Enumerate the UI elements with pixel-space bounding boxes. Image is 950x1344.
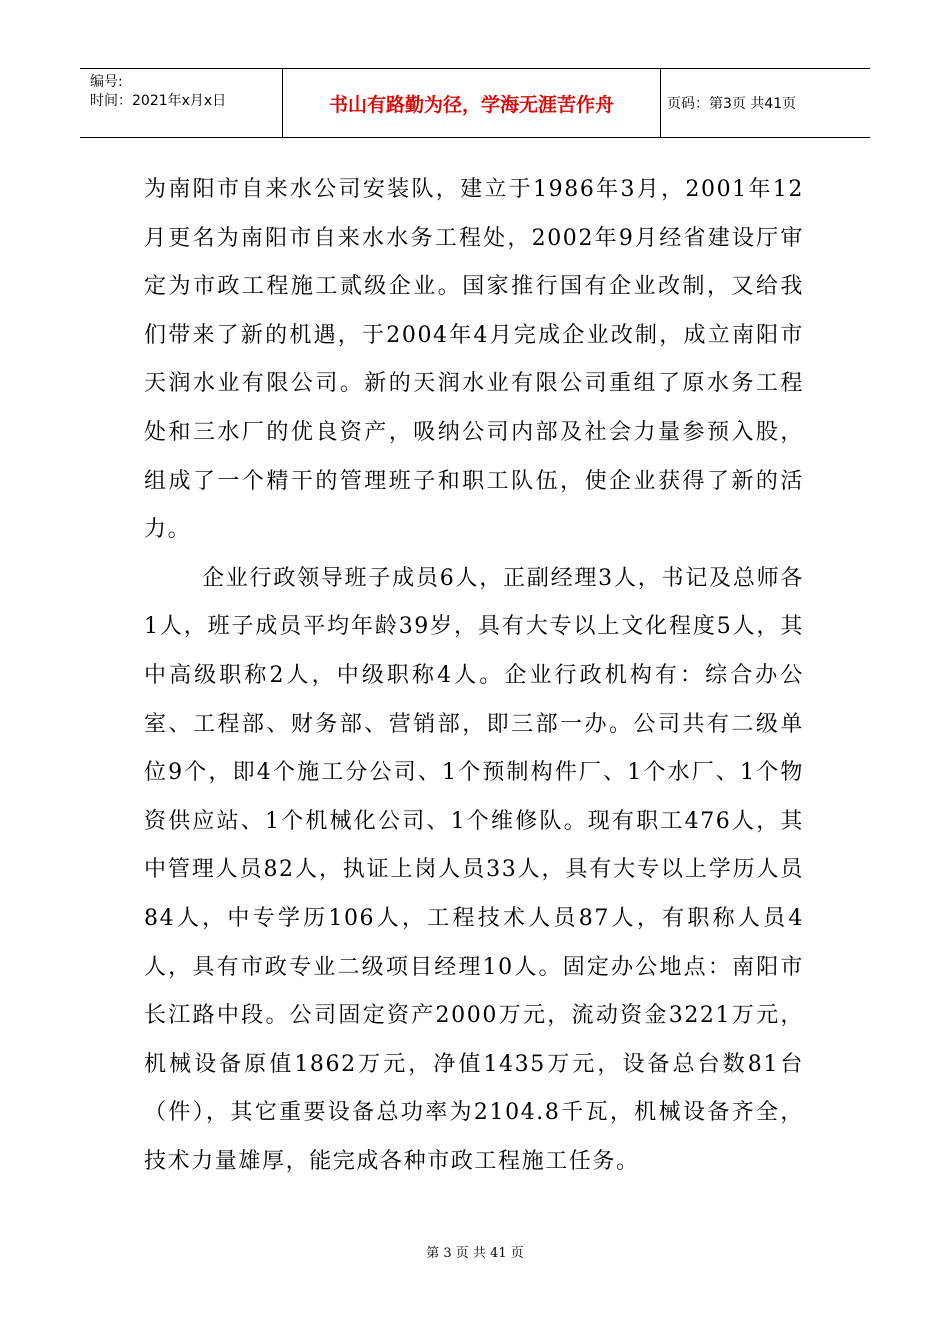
header-page-info: 页码：第3页 共41页	[667, 96, 797, 112]
header-motto: 书山有路勤为径，学海无涯苦作舟	[283, 69, 661, 137]
body-paragraph: 企业行政领导班子成员6人，正副经理3人，书记及总师各1人，班子成员平均年龄39岁，具有大专以上文化程度5人，其中高级职称2人，中级职称4人。企业行政机构有：综合办公室、工程部、财务部、营销部，即三部一办。公司共有二级单位9个，即4个施工分公司、1个预制构件厂、1个水厂、1个物资供应站、1个机械化公司、1个维修队。现有职工476人，其中管理人员82人，执证上岗人员33人，具有大专以上学历人员84人，中专学历106人，工程技术人员87人，有职称人员4人，具有市政专业二级项目经理10人。固定办公地点：南阳市长江路中段。公司固定资产2000万元，流动资金3221万元，机械设备原值1862万元，净值1435万元，设备总台数81台（件），其它重要设备总功率为2104.8千瓦，机械设备齐全，技术力量雄厚，能完成各种市政工程施工任务。	[144, 565, 804, 1174]
body-paragraph: 为南阳市自来水公司安装队，建立于1986年3月，2001年12月更名为南阳市自来水水务工程处，2002年9月经省建设厅审定为市政工程施工贰级企业。国家推行国有企业改制，又给我们带来了新的机遇，于2004年4月完成企业改制，成立南阳市天润水业有限公司。新的天润水业有限公司重组了原水务工程处和三水厂的优良资产，吸纳公司内部及社会力量参预入股，组成了一个精干的管理班子和职工队伍，使企业获得了新的活力。	[144, 177, 804, 543]
page-header	[80, 68, 870, 138]
document-number-label: 编号:	[90, 74, 123, 90]
document-body	[144, 166, 804, 1186]
header-meta	[80, 69, 283, 137]
document-time-label: 时间：2021年x月x日	[90, 93, 227, 109]
page-footer: 第 3 页 共 41 页	[426, 1246, 524, 1261]
